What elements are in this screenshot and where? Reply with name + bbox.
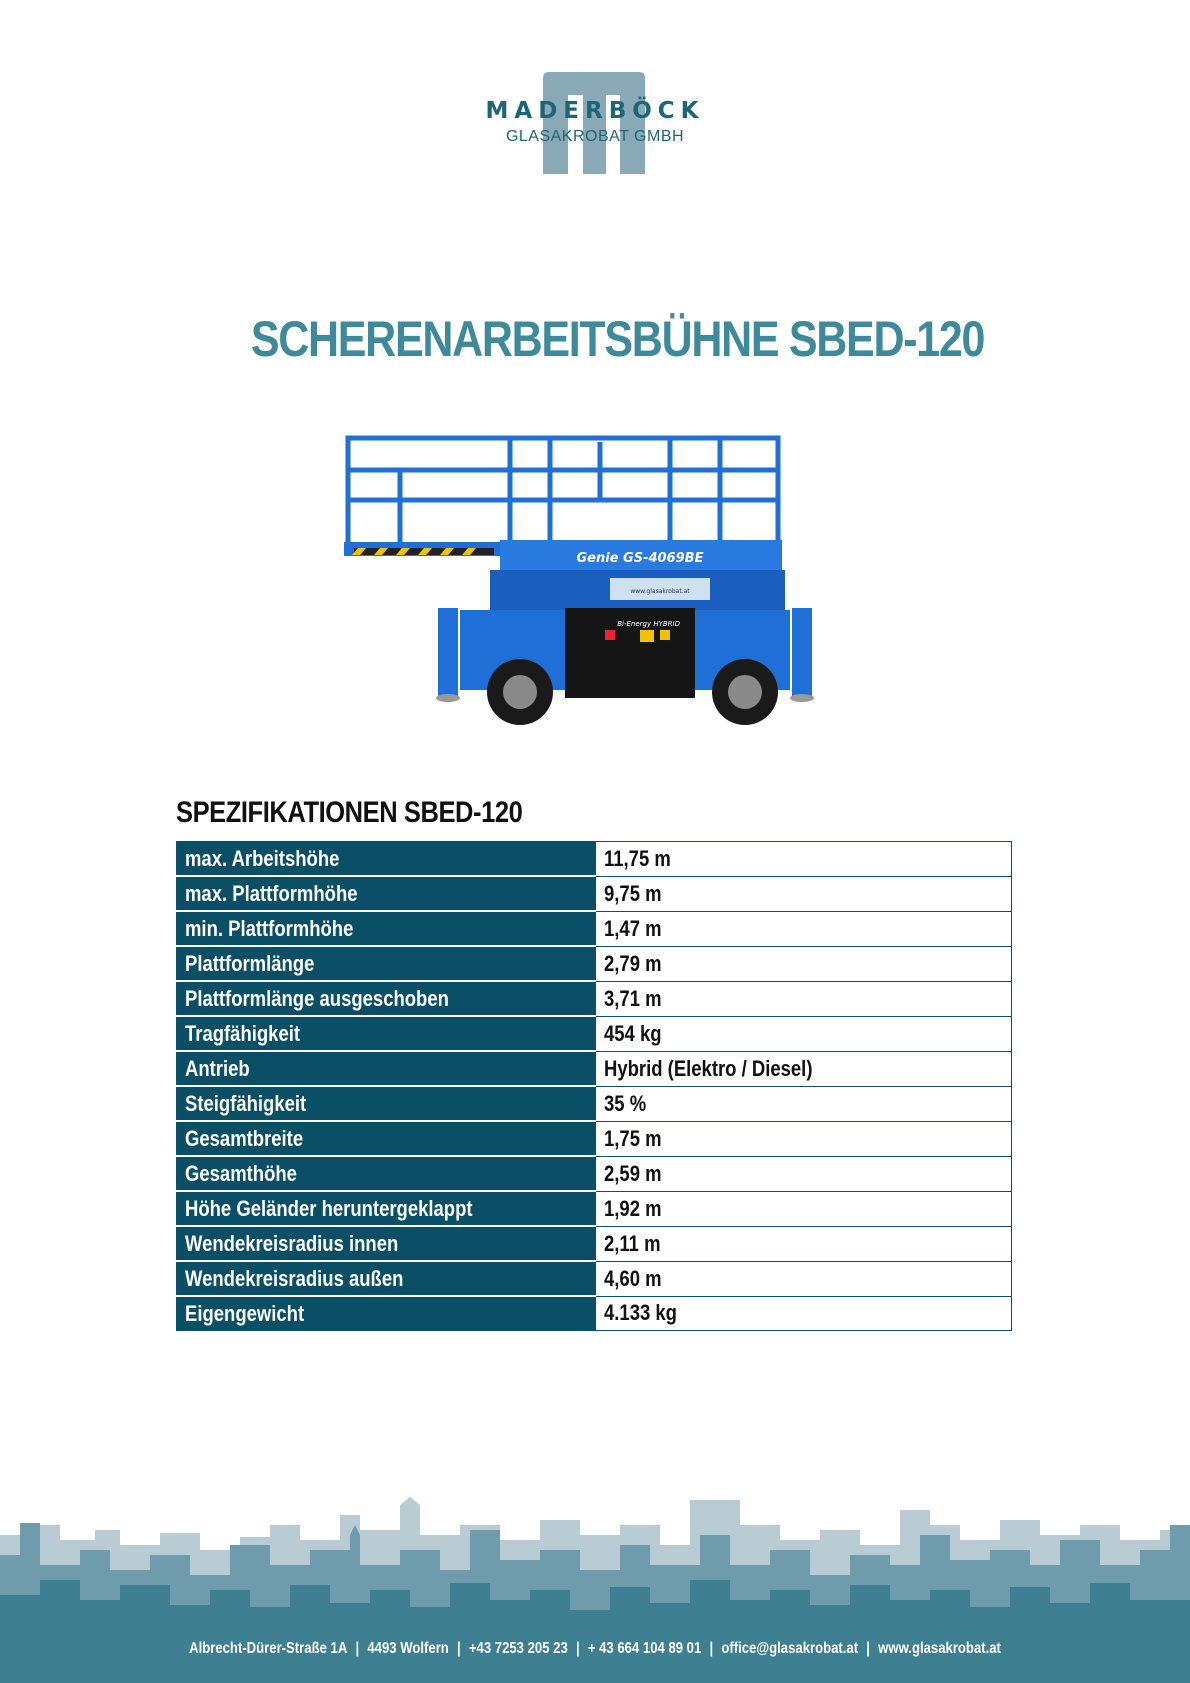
footer-separator: | <box>709 1640 714 1657</box>
footer-separator: | <box>456 1640 461 1657</box>
spec-value: 2,59 m <box>604 1160 662 1186</box>
logo-m-mark <box>470 70 720 180</box>
spec-label: Höhe Geländer heruntergeklappt <box>185 1195 473 1221</box>
spec-value: 35 % <box>604 1090 647 1116</box>
footer-contact-line <box>0 1640 1190 1658</box>
spec-label: Tragfähigkeit <box>185 1020 301 1046</box>
spec-label: Wendekreisradius außen <box>185 1265 404 1291</box>
spec-value: 2,11 m <box>604 1230 661 1256</box>
spec-label: Gesamthöhe <box>185 1160 297 1186</box>
footer-address: Albrecht-Dürer-Straße 1A <box>189 1640 348 1657</box>
spec-row <box>177 1121 1012 1156</box>
spec-row <box>177 842 1012 877</box>
spec-row <box>177 1051 1012 1086</box>
footer-phone-mobile[interactable]: + 43 664 104 89 01 <box>587 1640 702 1657</box>
footer-separator: | <box>355 1640 360 1657</box>
specs-table <box>176 841 1012 1331</box>
hybrid-decal: Bi-Energy HYBRID <box>617 620 680 628</box>
spec-label: Steigfähigkeit <box>185 1090 307 1116</box>
footer-website-link[interactable]: www.glasakrobat.at <box>878 1640 1001 1657</box>
spec-row <box>177 946 1012 981</box>
spec-row <box>177 1226 1012 1261</box>
spec-value: 3,71 m <box>604 985 662 1011</box>
spec-label: Eigengewicht <box>185 1300 305 1326</box>
model-label: Genie GS-4069BE <box>576 551 704 566</box>
spec-label: max. Arbeitshöhe <box>185 845 340 871</box>
spec-row <box>177 1016 1012 1051</box>
spec-label: max. Plattformhöhe <box>185 880 358 906</box>
sticker-url: www.glasakrobat.at <box>630 588 690 595</box>
scissor-lift-image <box>340 430 820 730</box>
spec-value: 2,79 m <box>604 950 662 976</box>
spec-row <box>177 876 1012 911</box>
specs-heading: SPEZIFIKATIONEN SBED-120 <box>176 796 523 829</box>
footer-separator: | <box>866 1640 870 1657</box>
page-title: SCHERENARBEITSBÜHNE SBED-120 <box>250 311 985 367</box>
spec-value: 9,75 m <box>604 880 662 906</box>
spec-row <box>177 1261 1012 1296</box>
footer-separator: | <box>575 1640 580 1657</box>
spec-value: 1,92 m <box>604 1195 662 1221</box>
spec-row <box>177 911 1012 946</box>
spec-label: Gesamtbreite <box>185 1125 304 1151</box>
spec-value: 454 kg <box>604 1020 662 1046</box>
spec-label: Plattformlänge <box>185 950 315 976</box>
spec-value: 4.133 kg <box>604 1300 677 1326</box>
spec-row <box>177 1086 1012 1121</box>
spec-value: 11,75 m <box>604 845 671 871</box>
spec-row <box>177 981 1012 1016</box>
logo-brand-name: MADERBÖCK <box>485 98 705 124</box>
footer-phone-landline[interactable]: +43 7253 205 23 <box>468 1640 568 1657</box>
spec-row <box>177 1156 1012 1191</box>
spec-label: min. Plattformhöhe <box>185 915 354 941</box>
spec-value: 4,60 m <box>604 1265 662 1291</box>
spec-value: Hybrid (Elektro / Diesel) <box>604 1055 813 1081</box>
spec-row <box>177 1191 1012 1226</box>
footer-email-link[interactable]: office@glasakrobat.at <box>721 1640 859 1657</box>
spec-label: Wendekreisradius innen <box>185 1230 399 1256</box>
logo-brand-subtitle: GLASAKROBAT GMBH <box>505 128 685 145</box>
spec-label: Plattformlänge ausgeschoben <box>185 985 449 1011</box>
spec-row <box>177 1296 1012 1331</box>
spec-label: Antrieb <box>185 1055 250 1081</box>
company-logo <box>470 70 720 180</box>
spec-value: 1,47 m <box>604 915 662 941</box>
spec-value: 1,75 m <box>604 1125 662 1151</box>
footer-city: 4493 Wolfern <box>367 1640 449 1657</box>
